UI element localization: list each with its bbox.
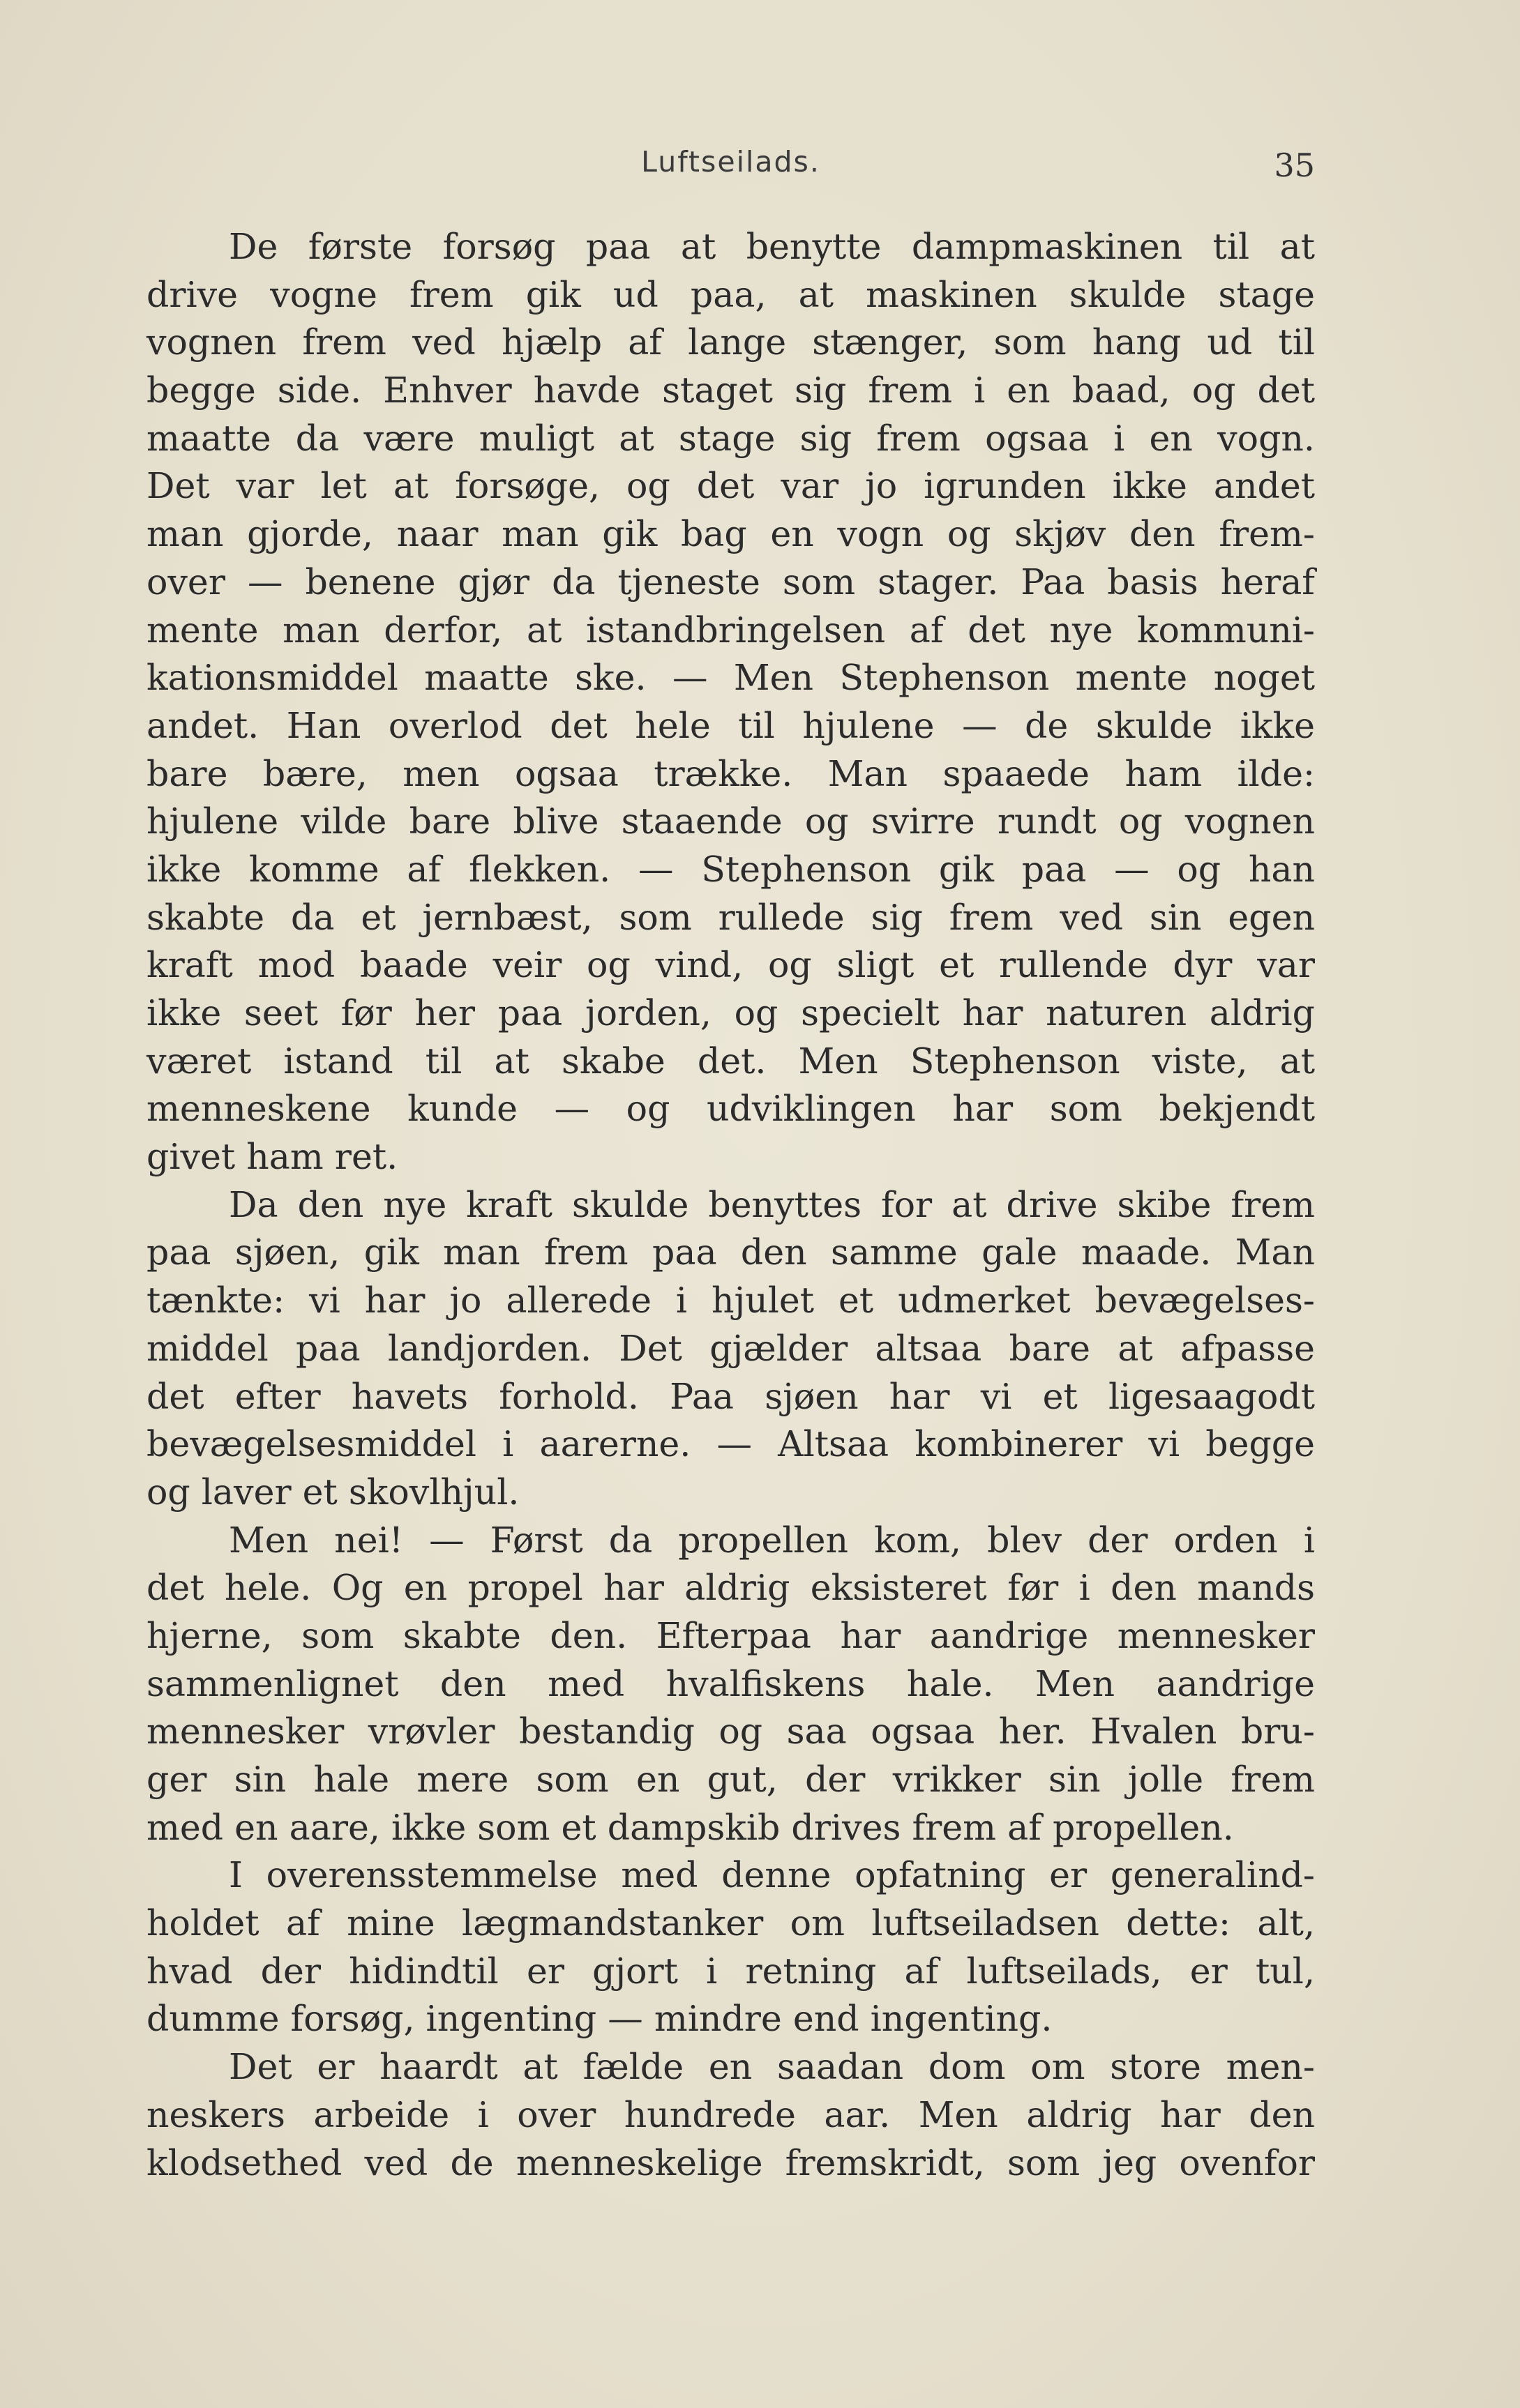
text-line: kraft mod baade veir og vind, og sligt et rullende dyr var xyxy=(146,944,1315,986)
text-line: man gjorde, naar man gik bag en vogn og skjøv den frem- xyxy=(146,513,1315,555)
text-line: paa sjøen, gik man frem paa den samme gale maade. Man xyxy=(146,1232,1315,1273)
text-line: det efter havets forhold. Paa sjøen har vi et ligesaagodt xyxy=(146,1375,1315,1417)
running-head: Luftseilads. xyxy=(641,145,820,179)
text-line: I overensstemmelse med denne opfatning er generalind- xyxy=(229,1854,1315,1896)
text-line: hjulene vilde bare blive staaende og svirre rundt og vognen xyxy=(146,801,1315,842)
text-line: tænkte: vi har jo allerede i hjulet et udmerket bevægelses- xyxy=(146,1280,1315,1322)
text-line: hjerne, som skabte den. Efterpaa har aandrige mennesker xyxy=(146,1614,1315,1656)
text-line: neskers arbeide i over hundrede aar. Men aldrig har den xyxy=(146,2093,1315,2135)
text-line: menneskene kunde — og udviklingen har som bekjendt xyxy=(146,1088,1315,1130)
text-line: andet. Han overlod det hele til hjulene — de skulde ikke xyxy=(146,704,1315,746)
text-line: mennesker vrøvler bestandig og saa ogsaa her. Hvalen bru- xyxy=(146,1711,1315,1752)
body-text xyxy=(146,223,1315,2187)
text-line: begge side. Enhver havde staget sig frem i en baad, og det xyxy=(146,370,1315,411)
text-line: ger sin hale mere som en gut, der vrikker sin jolle frem xyxy=(146,1759,1315,1800)
text-line: ikke seet før her paa jorden, og specielt har naturen aldrig xyxy=(146,992,1315,1033)
text-line: Det var let at forsøge, og det var jo igrunden ikke andet xyxy=(146,465,1315,507)
page-header xyxy=(146,139,1315,188)
text-line: og laver et skovlhjul. xyxy=(146,1471,520,1513)
text-line: middel paa landjorden. Det gjælder altsaa bare at afpasse xyxy=(146,1327,1315,1369)
page-number: 35 xyxy=(1274,146,1315,184)
text-line: hvad der hidindtil er gjort i retning af luftseilads, er tul, xyxy=(146,1950,1315,1992)
text-line: dumme forsøg, ingenting — mindre end ingenting. xyxy=(146,1998,1053,2040)
text-line: Da den nye kraft skulde benyttes for at drive skibe frem xyxy=(229,1183,1315,1225)
text-line: Men nei! — Først da propellen kom, blev der orden i xyxy=(229,1519,1315,1561)
text-line: bare bære, men ogsaa trække. Man spaaede ham ilde: xyxy=(146,752,1315,794)
text-line: skabte da et jernbæst, som rullede sig frem ved sin egen xyxy=(146,896,1315,938)
text-line: ikke komme af flekken. — Stephenson gik paa — og han xyxy=(146,848,1315,890)
text-line: kationsmiddel maatte ske. — Men Stephenson mente noget xyxy=(146,657,1315,699)
text-line: drive vogne frem gik ud paa, at maskinen skulde stage xyxy=(146,273,1315,315)
text-line: Det er haardt at fælde en saadan dom om store men- xyxy=(229,2046,1315,2088)
text-line: været istand til at skabe det. Men Stephenson viste, at xyxy=(146,1040,1315,1082)
text-line: sammenlignet den med hvalfiskens hale. Men aandrige xyxy=(146,1663,1315,1704)
text-line: bevægelsesmiddel i aarerne. — Altsaa kombinerer vi begge xyxy=(146,1423,1315,1465)
text-line: maatte da være muligt at stage sig frem ogsaa i en vogn. xyxy=(146,417,1315,459)
text-line: givet ham ret. xyxy=(146,1136,398,1178)
text-line: over — benene gjør da tjeneste som stager. Paa basis heraf xyxy=(146,561,1315,603)
text-line: det hele. Og en propel har aldrig eksisteret før i den mands xyxy=(146,1567,1315,1609)
text-line: De første forsøg paa at benytte dampmaskinen til at xyxy=(229,226,1315,267)
text-line: vognen frem ved hjælp af lange stænger, som hang ud til xyxy=(146,321,1315,363)
text-line: klodsethed ved de menneskelige fremskridt, som jeg ovenfor xyxy=(146,2142,1315,2183)
text-line: holdet af mine lægmandstanker om luftseiladsen dette: alt, xyxy=(146,1902,1315,1944)
text-line: mente man derfor, at istandbringelsen af det nye kommuni- xyxy=(146,609,1315,651)
text-line: med en aare, ikke som et dampskib drives frem af propellen. xyxy=(146,1806,1234,1848)
